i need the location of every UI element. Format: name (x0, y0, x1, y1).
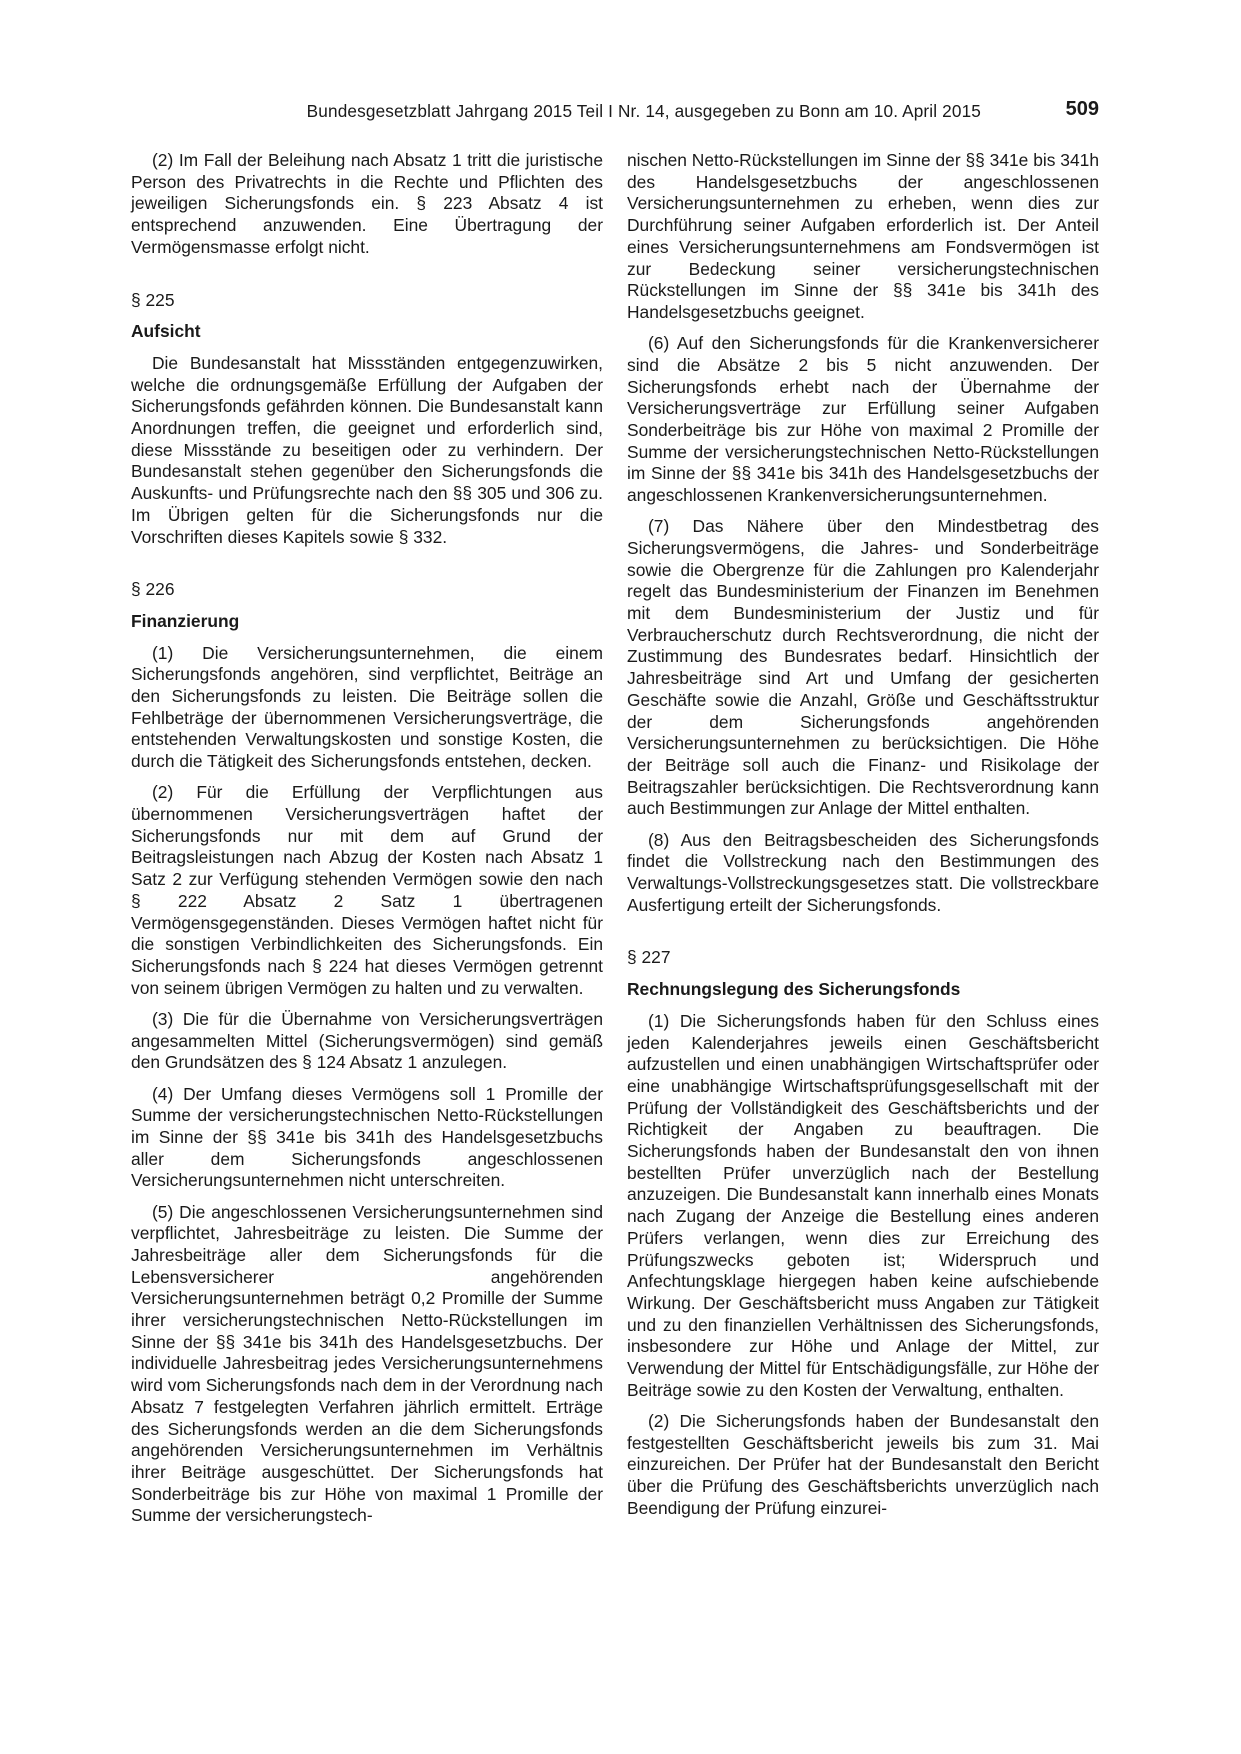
section-227-title: Rechnungslegung des Sicherungsfonds (627, 979, 961, 1000)
section-226-paragraph-4: (4) Der Umfang dieses Vermögens soll 1 Promille der Summe der versicherungstechnischen Netto-Rückstellungen im Sinne der §§ 341e bis 341h des Handelsgesetzbuchs aller dem Sicherungsfonds angeschlossenen Versicherungsunternehmen nicht unterschreiten. (131, 1083, 603, 1191)
section-227-paragraph-1: (1) Die Sicherungsfonds haben für den Schluss eines jeden Kalenderjahres jeweils einen Geschäftsbericht aufzustellen und einen unabhängigen Wirtschaftsprüfer oder eine unabhängige Wirtschaftsprüfungsgesellschaft mit der Prüfung der Vollständigkeit des Geschäftsberichts und der Richtigkeit der Angaben zu beauftragen. Die Sicherungsfonds haben der Bundesanstalt den von ihnen bestellten Prüfer unverzüglich nach der Bestellung anzuzeigen. Die Bundesanstalt kann innerhalb eines Monats nach Zugang der Anzeige die Bestellung eines anderen Prüfers verlangen, wenn dies zur Erreichung des Prüfungszwecks geboten ist; Widerspruch und Anfechtungsklage hiergegen haben keine aufschiebende Wirkung. Der Geschäftsbericht muss Angaben zur Tätigkeit und zu den finanziellen Verhältnissen des Sicherungsfonds, insbesondere zur Höhe und Anlage der Mittel, zur Verwendung der Mittel für Entschädigungsfälle, zur Höhe der Beiträge sowie zu den Kosten der Verwaltung, enthalten. (627, 1010, 1099, 1400)
section-226-paragraph-8: (8) Aus den Beitragsbescheiden des Sicherungsfonds findet die Vollstreckung nach den Bestimmungen des Verwaltungs-Vollstreckungsgesetzes statt. Die vollstreckbare Ausfertigung erteilt der Sicherungsfonds. (627, 829, 1099, 915)
section-227-paragraph-2: (2) Die Sicherungsfonds haben der Bundesanstalt den festgestellten Geschäftsbericht jeweils bis zum 31. Mai einzureichen. Der Prüfer hat der Bundesanstalt den Bericht über die Prüfung des Geschäftsberichts unverzüglich nach Beendigung der Prüfung einzurei- (627, 1410, 1099, 1518)
section-225-text: Die Bundesanstalt hat Missständen entgegenzuwirken, welche die ordnungsgemäße Erfüllung der Aufgaben der Sicherungsfonds gefährden können. Die Bundesanstalt kann Anordnungen treffen, die geeignet und erforderlich sind, diese Missstände zu beseitigen oder zu verhindern. Der Bundesanstalt stehen gegenüber den Sicherungsfonds die Auskunfts- und Prüfungsrechte nach den §§ 305 und 306 zu. Im Übrigen gelten für die Sicherungsfonds nur die Vorschriften dieses Kapitels sowie § 332. (131, 352, 603, 547)
section-226-paragraph-5: (5) Die angeschlossenen Versicherungsunternehmen sind verpflichtet, Jahresbeiträge zu leisten. Die Summe der Jahresbeiträge aller dem Sicherungsfonds für die Lebensversicherer angehörenden Versicherungsunternehmen beträgt 0,2 Promille der Summe ihrer versicherungstechnischen Netto-Rückstellungen im Sinne der §§ 341e bis 341h des Handelsgesetzbuchs. Der individuelle Jahresbeitrag jedes Versicherungsunternehmens wird vom Sicherungsfonds nach dem in der Verordnung nach Absatz 7 festgelegten Verfahren jährlich ermittelt. Erträge des Sicherungsfonds werden an die dem Sicherungsfonds angehörenden Versicherungsunternehmen im Verhältnis ihrer Beiträge ausgeschüttet. Der Sicherungsfonds hat Sonderbeiträge bis zur Höhe von maximal 1 Promille der Summe der versicherungstech- (131, 1201, 603, 1526)
section-227-number: § 227 (627, 947, 671, 968)
left-column (131, 150, 603, 1527)
running-title: Bundesgesetzblatt Jahrgang 2015 Teil I Nr. 14, ausgegeben zu Bonn am 10. April 2015 (306, 101, 981, 121)
page-header (131, 98, 1099, 126)
section-225-number: § 225 (131, 289, 175, 310)
section-225-title: Aufsicht (131, 321, 201, 342)
section-226-paragraph-5-continued: nischen Netto-Rückstellungen im Sinne der §§ 341e bis 341h des Handelsgesetzbuchs der angeschlossenen Versicherungsunternehmen zu erheben, wenn dies zur Durchführung seiner Aufgaben erforderlich ist. Der Anteil eines Versicherungsunternehmens am Fondsvermögen ist zur Bedeckung seiner versicherungstechnischen Rückstellungen im Sinne der §§ 341e bis 341h des Handelsgesetzbuchs geeignet. (627, 150, 1099, 322)
section-226-paragraph-3: (3) Die für die Übernahme von Versicherungsverträgen angesammelten Mittel (Sicherungsvermögen) sind gemäß den Grundsätzen des § 124 Absatz 1 anzulegen. (131, 1008, 603, 1073)
section-226-title: Finanzierung (131, 610, 240, 631)
right-column (627, 150, 1099, 1519)
page-number: 509 (1065, 98, 1099, 120)
section-226-paragraph-6: (6) Auf den Sicherungsfonds für die Krankenversicherer sind die Absätze 2 bis 5 nicht anzuwenden. Der Sicherungsfonds erhebt nach der Übernahme der Versicherungsverträge zur Erfüllung seiner Aufgaben Sonderbeiträge bis zur Höhe von maximal 2 Promille der Summe der versicherungstechnischen Netto-Rückstellungen im Sinne der §§ 341e bis 341h des Handelsgesetzbuchs der angeschlossenen Krankenversicherungsunternehmen. (627, 333, 1099, 506)
paragraph-224-2: (2) Im Fall der Beleihung nach Absatz 1 tritt die juristische Person des Privatrechts in die Rechte und Pflichten des jeweiligen Sicherungsfonds ein. § 223 Absatz 4 ist entsprechend anzuwenden. Eine Übertragung der Vermögensmasse erfolgt nicht. (131, 150, 603, 257)
section-226-paragraph-2: (2) Für die Erfüllung der Verpflichtungen aus übernommenen Versicherungsverträgen haftet der Sicherungsfonds nur mit dem auf Grund der Beitragsleistungen nach Abzug der Kosten nach Absatz 1 Satz 2 zur Verfügung stehenden Vermögen sowie den nach § 222 Absatz 2 Satz 1 übertragenen Vermögensgegenständen. Dieses Vermögen haftet nicht für die sonstigen Verbindlichkeiten des Sicherungsfonds. Ein Sicherungsfonds nach § 224 hat dieses Vermögen getrennt von seinem übrigen Vermögen zu halten und zu verwalten. (131, 782, 603, 998)
section-226-paragraph-7: (7) Das Nähere über den Mindestbetrag des Sicherungsvermögens, die Jahres- und Sonderbeiträge sowie die Obergrenze für die Zahlungen pro Kalenderjahr regelt das Bundesministerium der Finanzen im Benehmen mit dem Bundesministerium der Justiz und für Verbraucherschutz durch Rechtsverordnung, die nicht der Zustimmung des Bundesrates bedarf. Hinsichtlich der Jahresbeiträge sind Art und Umfang der gesicherten Geschäfte sowie die Anzahl, Größe und Geschäftsstruktur der dem Sicherungsfonds angehörenden Versicherungsunternehmen zu berücksichtigen. Die Höhe der Beiträge soll auch die Finanz- und Risikolage der Beitragszahler berücksichtigen. Die Rechtsverordnung kann auch Bestimmungen zur Anlage der Mittel enthalten. (627, 516, 1099, 819)
section-226-paragraph-1: (1) Die Versicherungsunternehmen, die einem Sicherungsfonds angehören, sind verpflichtet, Beiträge an den Sicherungsfonds zu leisten. Die Beiträge sollen die Fehlbeträge der übernommenen Versicherungsverträge, die entstehenden Verwaltungskosten und sonstige Kosten, die durch die Tätigkeit des Sicherungsfonds entstehen, decken. (131, 642, 603, 772)
section-226-number: § 226 (131, 579, 175, 600)
